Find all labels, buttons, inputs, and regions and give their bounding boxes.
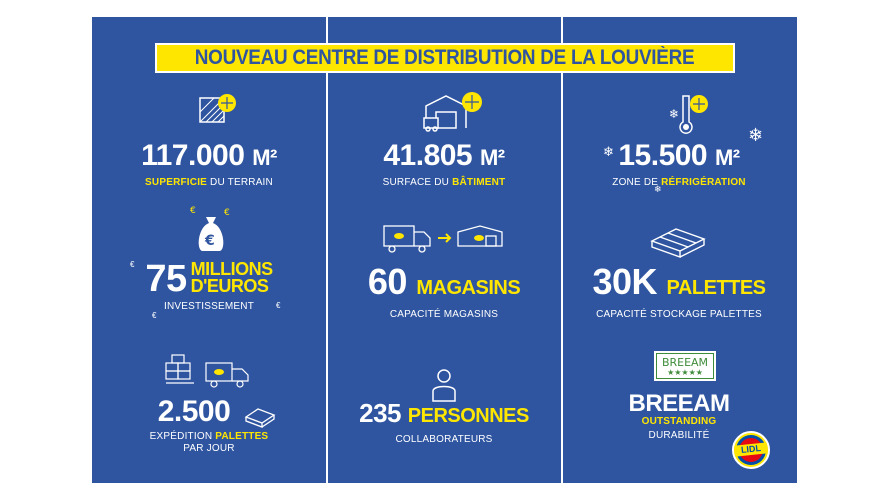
land-area-icon <box>196 92 244 132</box>
page-title: NOUVEAU CENTRE DE DISTRIBUTION DE LA LOUVIÈRE <box>195 46 695 69</box>
stat-label: DU TERRAIN <box>207 177 273 188</box>
stat-label: EXPÉDITION <box>149 431 216 442</box>
snowflake-icon: ❄ <box>748 125 764 146</box>
stat-value: 235 <box>359 398 402 428</box>
stat-label: CAPACITÉ STOCKAGE PALETTES <box>596 309 762 320</box>
warehouse-icon <box>422 90 484 134</box>
stat-label: CAPACITÉ MAGASINS <box>389 309 499 320</box>
stat-label-line2: PAR JOUR <box>183 443 235 454</box>
stat-unit: PERSONNES <box>407 405 529 427</box>
svg-text:€: € <box>205 233 215 249</box>
lidl-logo-text: LIDL <box>734 442 769 456</box>
stat-pallet-shipping <box>92 397 326 455</box>
stat-unit: M² <box>479 145 505 170</box>
snowflake-icon: ❄ <box>603 145 614 160</box>
stat-label: COLLABORATEURS <box>395 434 493 445</box>
stat-label-highlight: RÉFRIGÉRATION <box>661 177 746 188</box>
person-icon <box>430 367 458 403</box>
stat-unit: PALETTES <box>666 277 766 299</box>
stat-unit-line1: MILLIONS <box>190 259 273 279</box>
stat-unit: MAGASINS <box>416 277 521 299</box>
svg-text:€: € <box>190 206 196 216</box>
stat-value: 30K <box>592 261 658 302</box>
stat-investment <box>92 258 326 313</box>
truck-to-store-icon <box>382 220 512 260</box>
svg-text:€: € <box>224 208 230 218</box>
stat-label: ZONE DE <box>612 177 662 188</box>
pallets-truck-icon <box>164 353 254 391</box>
stat-value: 2.500 <box>157 395 231 428</box>
pallet-icon <box>648 223 708 263</box>
euro-icon: € <box>276 301 281 310</box>
breeam-stars: ★★★★★ <box>667 367 703 377</box>
euro-icon: € <box>152 311 157 320</box>
stat-label: SURFACE DU <box>382 177 453 188</box>
lidl-logo <box>732 431 770 469</box>
stat-label: DURABILITÉ <box>648 430 710 441</box>
stat-value: 117.000 <box>141 139 245 172</box>
snowflake-icon: ❄ <box>654 185 662 195</box>
stat-value: 15.500 <box>618 139 708 172</box>
stat-unit: M² <box>714 145 740 170</box>
stat-value: 60 <box>367 261 407 302</box>
stat-building-area <box>327 141 561 189</box>
stat-unit: M² <box>252 145 277 170</box>
stat-pallet-storage <box>562 261 796 321</box>
stat-stores <box>327 261 561 321</box>
stat-label-highlight: PALETTES <box>215 431 269 442</box>
stat-value: 41.805 <box>383 139 473 172</box>
stat-label-highlight: BÂTIMENT <box>452 177 506 188</box>
stat-value: 75 <box>145 258 187 300</box>
title-banner <box>155 43 735 73</box>
svg-text:❄: ❄ <box>669 107 680 121</box>
breeam-badge <box>654 351 716 381</box>
stat-unit: OUTSTANDING <box>641 416 717 427</box>
thermometer-icon <box>667 92 711 138</box>
infographic-board <box>92 17 797 483</box>
money-bag-icon <box>188 203 234 255</box>
stat-land-area <box>92 141 326 189</box>
stat-label-highlight: SUPERFICIE <box>145 177 208 188</box>
stat-refrigeration <box>562 141 796 189</box>
euro-icon: € <box>130 260 135 269</box>
breeam-badge-text: BREEAM <box>661 355 709 369</box>
stat-value: BREEAM <box>628 390 730 417</box>
stat-staff <box>327 399 561 446</box>
stat-label: INVESTISSEMENT <box>163 301 255 312</box>
stat-unit-line2: D'EUROS <box>190 276 269 296</box>
